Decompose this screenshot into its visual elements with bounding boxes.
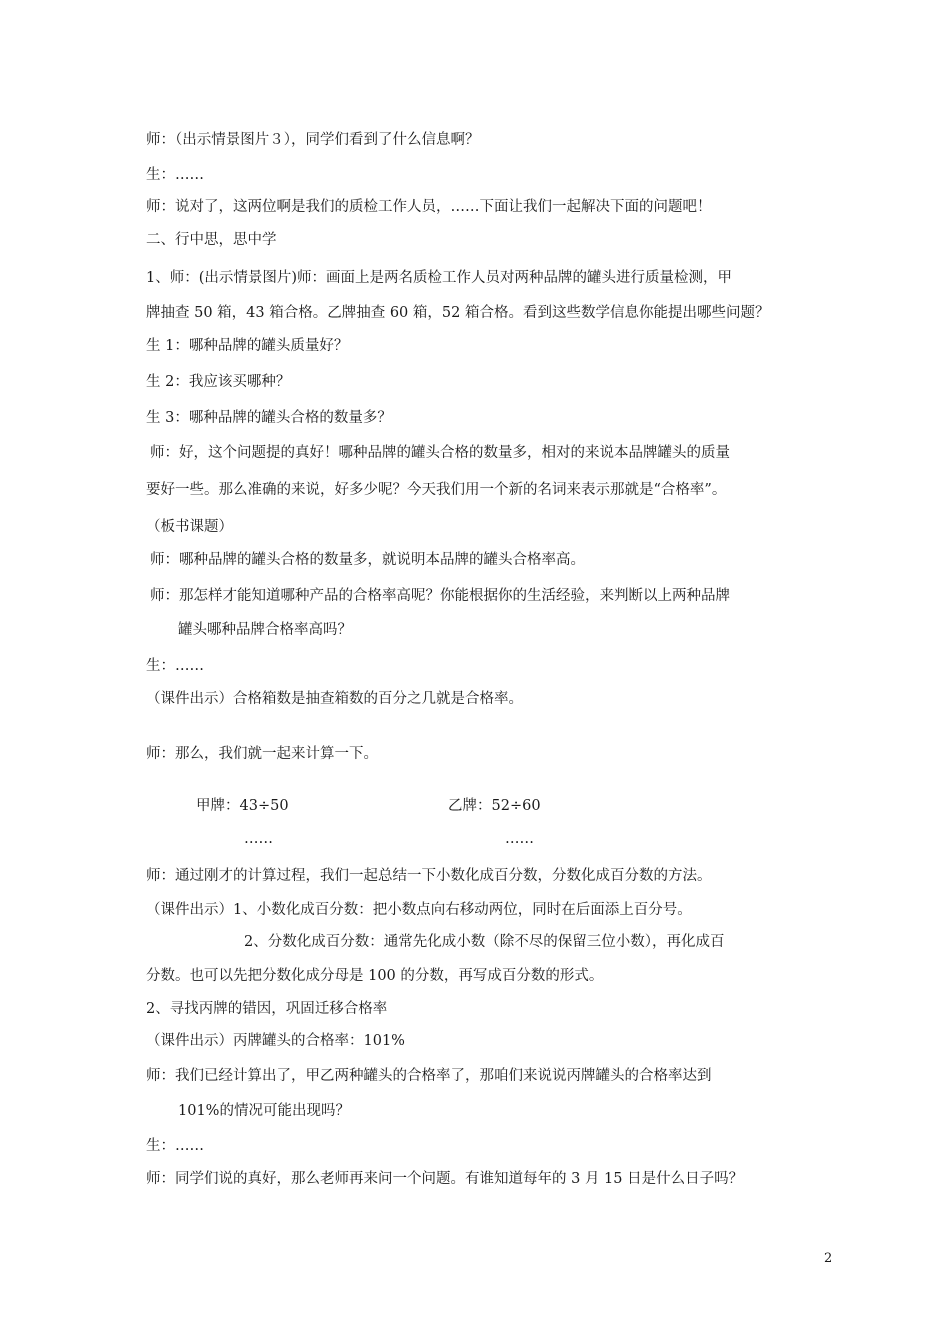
text-line: 牌抽查 50 箱，43 箱合格。乙牌抽查 60 箱，52 箱合格。看到这些数学信息你能提出哪些问题？ [146, 305, 770, 321]
text-line: 生 1：哪种品牌的罐头质量好？ [146, 338, 349, 354]
page-number: 2 [824, 1251, 833, 1266]
text-line: 师：通过刚才的计算过程，我们一起总结一下小数化成百分数，分数化成百分数的方法。 [146, 868, 712, 884]
text-line: 1、师：(出示情景图片)师：画面上是两名质检工作人员对两种品牌的罐头进行质量检测，甲 [146, 270, 733, 286]
text-line: 生 3：哪种品牌的罐头合格的数量多？ [146, 410, 392, 426]
text-line: 师：那么，我们就一起来计算一下。 [146, 746, 378, 762]
text-line: 师：（出示情景图片３），同学们看到了什么信息啊？ [146, 132, 480, 148]
text-line: 师：同学们说的真好，那么老师再来问一个问题。有谁知道每年的 3 月 15 日是什么日子吗？ [146, 1171, 744, 1187]
ellipsis-yi: …… [505, 831, 534, 847]
text-line: 生：…… [146, 1138, 204, 1154]
calculation-jia: 甲牌：43÷50 [196, 798, 289, 814]
text-line: 101%的情况可能出现吗？ [178, 1103, 350, 1119]
text-line: 生：…… [146, 167, 204, 183]
section-heading: 二、行中思，思中学 [146, 232, 277, 248]
text-line: 罐头哪种品牌合格率高吗？ [178, 622, 352, 638]
text-line: 生 2：我应该买哪种？ [146, 374, 291, 390]
text-line: 生：…… [146, 658, 204, 674]
text-line: 师：我们已经计算出了，甲乙两种罐头的合格率了，那咱们来说说丙牌罐头的合格率达到 [146, 1068, 712, 1084]
text-line: （板书课题） [146, 519, 233, 535]
calculation-yi: 乙牌：52÷60 [448, 798, 541, 814]
section-heading: 2、寻找丙牌的错因，巩固迁移合格率 [146, 1001, 388, 1017]
text-line: （课件出示）合格箱数是抽查箱数的百分之几就是合格率。 [146, 691, 523, 707]
text-line: 师：哪种品牌的罐头合格的数量多，就说明本品牌的罐头合格率高。 [150, 552, 585, 568]
text-line: 师：那怎样才能知道哪种产品的合格率高呢？你能根据你的生活经验，来判断以上两种品牌 [150, 588, 730, 604]
text-line: 2、分数化成百分数：通常先化成小数（除不尽的保留三位小数），再化成百 [244, 934, 725, 950]
text-line: 分数。也可以先把分数化成分母是 100 的分数，再写成百分数的形式。 [146, 968, 604, 984]
text-line: 要好一些。那么准确的来说，好多少呢？今天我们用一个新的名词来表示那就是“合格率”。 [146, 482, 727, 498]
text-line: （课件出示）丙牌罐头的合格率：101% [146, 1033, 405, 1049]
text-line: 师：好，这个问题提的真好！哪种品牌的罐头合格的数量多，相对的来说本品牌罐头的质量 [150, 445, 730, 461]
text-line: （课件出示）1、小数化成百分数：把小数点向右移动两位，同时在后面添上百分号。 [146, 902, 692, 918]
ellipsis-jia: …… [244, 831, 273, 847]
text-line: 师：说对了，这两位啊是我们的质检工作人员，……下面让我们一起解决下面的问题吧！ [146, 199, 712, 215]
